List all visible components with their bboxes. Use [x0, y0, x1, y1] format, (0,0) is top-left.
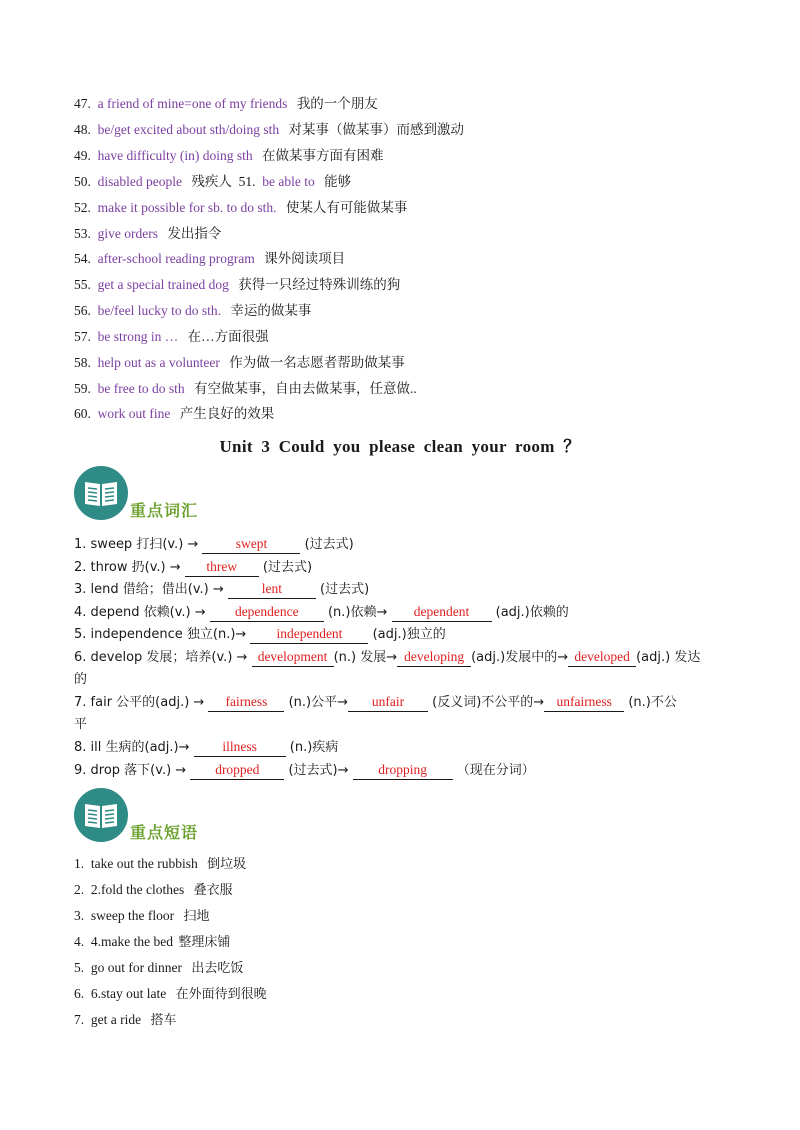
list-item: 7. get a ride 搭车 — [74, 1012, 177, 1028]
section-header-phrases — [74, 788, 274, 846]
answer-blank: threw — [185, 559, 259, 577]
phrase-cn: 发出指令 — [167, 226, 222, 241]
vocab-item: 1. sweep 打扫(v.) → swept (过去式) — [74, 536, 354, 552]
answer-blank: swept — [202, 536, 300, 554]
phrase-en: give orders — [97, 226, 158, 241]
phrase-cn: 获得一只经过特殊训练的狗 — [238, 277, 401, 292]
phrase-en: be/get excited about sth/doing sth — [97, 122, 280, 137]
list-item: 6. 6.stay out late 在外面待到很晚 — [74, 986, 267, 1002]
answer-blank: development — [252, 649, 334, 667]
phrase-en: be/feel lucky to do sth. — [97, 303, 221, 318]
phrase-cn: 产生良好的效果 — [179, 406, 275, 421]
list-item: 1. take out the rubbish 倒垃圾 — [74, 856, 247, 872]
phrase-cn: 有空做某事，自由去做某事，任意做.. — [193, 381, 417, 396]
phrase-cn: 我的一个朋友 — [296, 96, 378, 111]
vocab-item-continued: 平 — [74, 717, 88, 732]
vocab-item: 8. ill 生病的(adj.)→ illness (n.)疾病 — [74, 739, 339, 755]
list-item: 2. 2.fold the clothes 叠衣服 — [74, 882, 233, 898]
phrase-en: be free to do sth — [97, 381, 185, 396]
phrase-cn: 对某事（做某事）而感到激动 — [288, 122, 464, 137]
answer-blank: lent — [228, 581, 316, 599]
vocab-item: 7. fair 公平的(adj.) → fairness (n.)公平→ unfair (反义词)不公平的→ unfairness (n.)不公 — [74, 694, 677, 710]
list-item: 56. be/feel lucky to do sth. 幸运的做某事 — [74, 303, 312, 318]
book-icon — [74, 788, 128, 842]
section-label: 重点短语 — [130, 823, 199, 842]
vocab-item: 9. drop 落下(v.) → dropped (过去式)→ dropping （现在分词） — [74, 762, 535, 778]
unit-title: Unit 3 Could you please clean your room ？ — [219, 437, 581, 456]
phrase-en: a friend of mine=one of my friends — [97, 96, 288, 111]
list-item: 53. give orders 发出指令 — [74, 226, 222, 241]
answer-blank: developing — [397, 649, 471, 667]
list-item: 49. have difficulty (in) doing sth 在做某事方面有困难 — [74, 148, 384, 163]
phrase-cn: 能够 — [324, 174, 352, 189]
list-item: 52. make it possible for sb. to do sth. 使某人有可能做某事 — [74, 200, 408, 215]
section-label: 重点词汇 — [130, 501, 199, 520]
vocab-item: 6. develop 发展；培养(v.) → development (n.) 发展→ developing (adj.)发展中的→ developed (adj.) 发达 — [74, 649, 701, 665]
phrase-en: help out as a volunteer — [97, 355, 220, 370]
answer-blank: dependence — [210, 604, 324, 622]
phrase-en: disabled people — [97, 174, 182, 189]
list-item: 59. be free to do sth 有空做某事，自由去做某事，任意做.. — [74, 381, 417, 396]
answer-blank: independent — [250, 626, 368, 644]
vocab-item: 4. depend 依赖(v.) → dependence (n.)依赖→ dependent (adj.)依赖的 — [74, 604, 569, 620]
list-item: 60. work out fine 产生良好的效果 — [74, 406, 275, 421]
vocab-item-continued: 的 — [74, 672, 88, 687]
list-item: 50. disabled people 残疾人 51. be able to 能够 — [74, 174, 352, 189]
list-item: 57. be strong in … 在…方面很强 — [74, 329, 269, 344]
phrase-cn: 使某人有可能做某事 — [285, 200, 408, 215]
phrase-en: work out fine — [97, 406, 171, 421]
list-item: 3. sweep the floor 扫地 — [74, 908, 210, 924]
vocab-item: 3. lend 借给；借出(v.) → lent (过去式) — [74, 581, 370, 597]
vocab-item: 2. throw 扔(v.) → threw (过去式) — [74, 559, 313, 575]
phrase-cn: 课外阅读项目 — [264, 251, 346, 266]
phrase-en: get a special trained dog — [97, 277, 229, 292]
vocab-item: 5. independence 独立(n.)→ independent (adj.)独立的 — [74, 626, 446, 642]
phrase-en: be able to — [262, 174, 315, 189]
answer-blank: unfair — [348, 694, 428, 712]
phrase-cn: 残疾人 — [191, 174, 232, 189]
answer-blank: developed — [568, 649, 636, 667]
phrase-cn: 在…方面很强 — [187, 329, 269, 344]
phrase-en: after-school reading program — [97, 251, 255, 266]
list-item: 58. help out as a volunteer 作为做一名志愿者帮助做某事 — [74, 355, 405, 370]
phrase-en: have difficulty (in) doing sth — [97, 148, 253, 163]
list-item: 47. a friend of mine=one of my friends 我的一个朋友 — [74, 96, 378, 111]
section-header-vocab — [74, 466, 274, 524]
answer-blank: unfairness — [544, 694, 624, 712]
list-item: 48. be/get excited about sth/doing sth 对某事（做某事）而感到激动 — [74, 122, 464, 137]
list-item: 54. after-school reading program 课外阅读项目 — [74, 251, 346, 266]
phrase-en: make it possible for sb. to do sth. — [97, 200, 277, 215]
answer-blank: fairness — [208, 694, 284, 712]
list-item: 4. 4.make the bed 整理床铺 — [74, 934, 231, 950]
phrase-cn: 幸运的做某事 — [230, 303, 312, 318]
answer-blank: dependent — [392, 604, 492, 622]
list-item: 55. get a special trained dog 获得一只经过特殊训练的狗 — [74, 277, 401, 292]
answer-blank: dropped — [190, 762, 284, 780]
phrase-en: be strong in … — [97, 329, 179, 344]
answer-blank: dropping — [353, 762, 453, 780]
answer-blank: illness — [194, 739, 286, 757]
phrase-cn: 作为做一名志愿者帮助做某事 — [229, 355, 405, 370]
list-item: 5. go out for dinner 出去吃饭 — [74, 960, 244, 976]
phrase-cn: 在做某事方面有困难 — [261, 148, 384, 163]
book-icon — [74, 466, 128, 520]
